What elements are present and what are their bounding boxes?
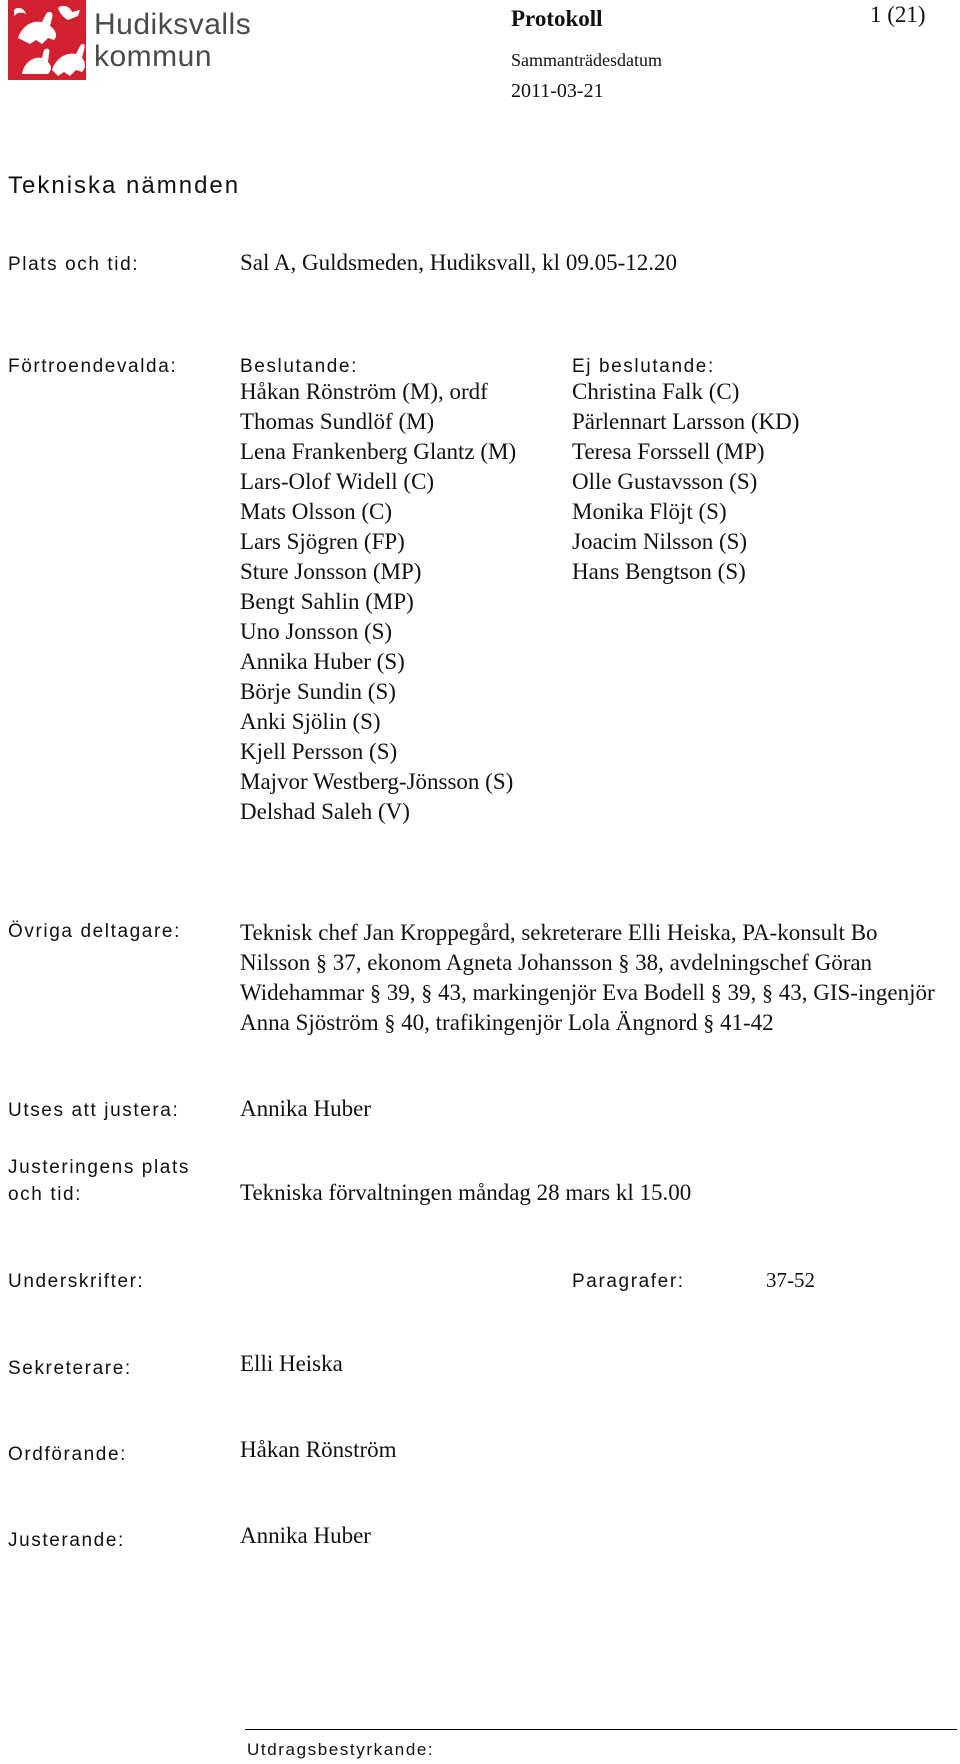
place-time-value: Sal A, Guldsmeden, Hudiksvall, kl 09.05-12.20 [240, 250, 677, 275]
list-item: Kjell Persson (S) [240, 739, 398, 764]
list-item: Annika Huber (S) [240, 649, 405, 674]
section-sign-icon: § [703, 1010, 715, 1035]
list-item: Pärlennart Larsson (KD) [572, 409, 800, 434]
participants-text-part: 39, [721, 980, 762, 1005]
list-item: Lars Sjögren (FP) [240, 529, 405, 554]
logo-text-line1: Hudiksvalls [94, 8, 252, 41]
list-item: Bengt Sahlin (MP) [240, 589, 414, 614]
elected-label: Förtroendevalda: [8, 356, 178, 377]
participants-text-part: 39, [381, 980, 422, 1005]
list-item: Håkan Rönström (M), ordf [240, 379, 488, 404]
deciding-label: Beslutande: [240, 356, 358, 377]
section-sign-icon: § [421, 980, 433, 1005]
footer-certification-label: Utdragsbestyrkande: [247, 1740, 435, 1759]
footer-divider [245, 1729, 957, 1730]
participants-text-part: 43, GIS-ingenjör Anna Sjöström [240, 980, 935, 1035]
list-item: Olle Gustavsson (S) [572, 469, 758, 494]
list-item: Anki Sjölin (S) [240, 709, 381, 734]
list-item: Börje Sundin (S) [240, 679, 396, 704]
deciding-list [240, 377, 516, 827]
adjustment-place-label-line1: Justeringens plats [8, 1157, 190, 1178]
section-sign-icon: § [316, 950, 328, 975]
list-item: Teresa Forssell (MP) [572, 439, 765, 464]
section-sign-icon: § [370, 980, 381, 1005]
participants-text-part: 38, avdelningschef Göran Widehammar [240, 950, 873, 1005]
paragraphs-label: Paragrafer: [572, 1271, 685, 1292]
list-item: Christina Falk (C) [572, 379, 740, 404]
adjustment-place-label-line2: och tid: [8, 1184, 83, 1205]
non-deciding-list [572, 377, 799, 587]
document-title: Protokoll [511, 6, 603, 31]
list-item: Monika Flöjt (S) [572, 499, 727, 524]
other-participants-text [240, 918, 952, 1038]
list-item: Delshad Saleh (V) [240, 799, 410, 824]
section-sign-icon: § [762, 980, 773, 1005]
adjuster-value: Annika Huber [240, 1096, 371, 1121]
list-item: Lars-Olof Widell (C) [240, 469, 435, 494]
secretary-label: Sekreterare: [8, 1358, 132, 1379]
justifier-label: Justerande: [8, 1530, 125, 1551]
list-item: Joacim Nilsson (S) [572, 529, 748, 554]
non-deciding-label: Ej beslutande: [572, 356, 715, 377]
justifier-name: Annika Huber [240, 1523, 371, 1548]
secretary-name: Elli Heiska [240, 1351, 343, 1376]
list-item: Thomas Sundlöf (M) [240, 409, 435, 434]
meeting-date-label: Sammanträdesdatum [511, 50, 662, 70]
list-item: Uno Jonsson (S) [240, 619, 393, 644]
section-sign-icon: § [384, 1010, 396, 1035]
paragraphs-value: 37-52 [766, 1268, 815, 1292]
committee-name: Tekniska nämnden [8, 172, 241, 199]
signatures-label: Underskrifter: [8, 1271, 145, 1292]
section-sign-icon: § [710, 980, 722, 1005]
meeting-date-value: 2011-03-21 [511, 80, 604, 102]
participants-text-part: 41-42 [714, 1010, 774, 1035]
list-item: Hans Bengtson (S) [572, 559, 746, 584]
page-number: 1 (21) [870, 2, 926, 27]
list-item: Lena Frankenberg Glantz (M) [240, 439, 517, 464]
section-sign-icon: § [618, 950, 630, 975]
participants-text-part: 37, ekonom Agneta Johansson [327, 950, 619, 975]
list-item: Sture Jonsson (MP) [240, 559, 422, 584]
participants-text-part: Teknisk chef Jan Kroppegård, sekreterare Elli Heiska, PA-konsult Bo Nilsson [240, 920, 878, 975]
adjuster-label: Utses att justera: [8, 1100, 180, 1121]
participants-text-part: 40, trafikingenjör Lola Ängnord [395, 1010, 704, 1035]
other-participants-label: Övriga deltagare: [8, 921, 181, 942]
chair-name: Håkan Rönström [240, 1437, 397, 1462]
goat-coat-of-arms-icon [8, 0, 86, 80]
list-item: Mats Olsson (C) [240, 499, 393, 524]
list-item: Majvor Westberg-Jönsson (S) [240, 769, 514, 794]
logo-text-line2: kommun [94, 40, 213, 73]
participants-text-part: 43, markingenjör Eva Bodell [432, 980, 711, 1005]
chair-label: Ordförande: [8, 1444, 127, 1465]
place-time-label: Plats och tid: [8, 254, 140, 275]
adjustment-place-value: Tekniska förvaltningen måndag 28 mars kl 15.00 [240, 1180, 692, 1205]
